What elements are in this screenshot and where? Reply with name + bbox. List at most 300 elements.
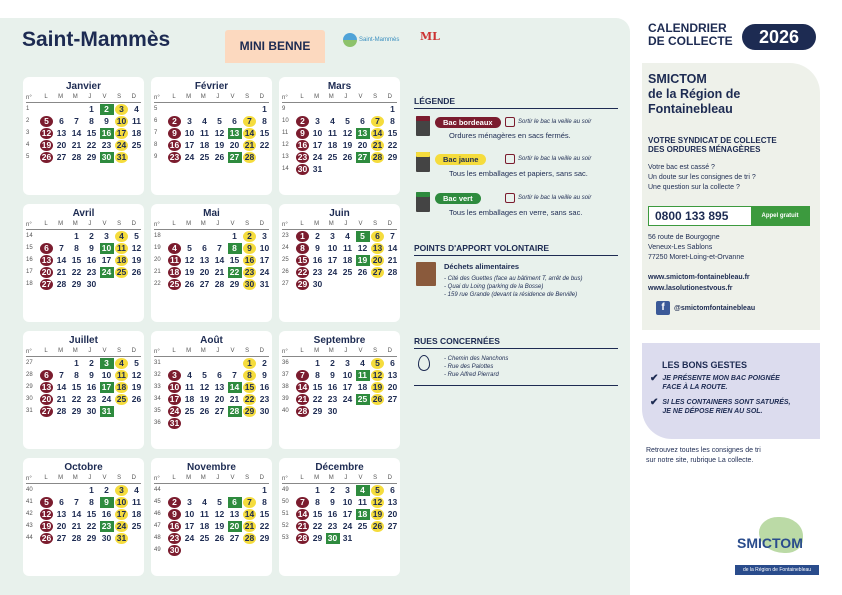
day-cell: 13	[41, 381, 52, 392]
weekday-label: D	[131, 475, 136, 481]
day-cell	[197, 104, 212, 115]
day-cell: 29	[86, 532, 97, 543]
day-cell: 17	[342, 381, 353, 392]
day-cell	[129, 279, 144, 290]
geste-item	[650, 374, 780, 392]
day-cell: 19	[41, 139, 52, 150]
day-cell: 10	[184, 508, 195, 519]
bin-bordeaux-icon	[416, 116, 430, 136]
week-number: 4	[26, 142, 30, 148]
day-cell: 22	[71, 266, 82, 277]
day-cell: 6	[390, 357, 395, 368]
day-cell: 23	[259, 393, 270, 404]
day-cell	[39, 104, 54, 115]
weekday-label: V	[102, 348, 107, 354]
weekday-label: L	[300, 348, 304, 354]
day-cell	[370, 104, 385, 115]
day-cell: 19	[199, 393, 210, 404]
week-number: 23	[282, 233, 289, 239]
day-cell	[370, 164, 385, 175]
apport-title: POINTS D'APPORT VOLONTAIRE	[414, 243, 550, 253]
day-cell: 2	[104, 484, 109, 495]
day-cell: 27	[387, 520, 398, 531]
weekday-label: M	[314, 475, 320, 481]
day-cell: 9	[296, 128, 309, 139]
weekday-label: J	[88, 221, 92, 227]
month-name: Mai	[203, 208, 220, 219]
town-logo-icon	[343, 33, 357, 47]
week-number: 29	[26, 384, 33, 390]
question-line: Un doute sur les consignes de tri ?	[648, 174, 756, 181]
weekday-label: n°	[26, 221, 32, 228]
week-number: 41	[26, 499, 33, 505]
week-number: 20	[154, 257, 161, 263]
day-cell: 28	[387, 266, 398, 277]
day-cell: 23	[244, 266, 255, 277]
facebook-link[interactable]	[656, 301, 755, 315]
day-cell: 12	[41, 508, 52, 519]
day-cell: 31	[342, 532, 353, 543]
day-cell: 21	[214, 266, 225, 277]
day-cell: 24	[184, 532, 195, 543]
day-cell	[197, 485, 212, 496]
note-jaune: Sortir le bac la veille au soir	[518, 156, 592, 162]
day-cell	[182, 231, 197, 242]
weekday-label: D	[387, 475, 392, 481]
apport-place: - Quai du Loing (parking de la Bosse)	[444, 284, 544, 290]
day-cell: 27	[41, 405, 52, 416]
weekday-label: M	[186, 475, 192, 481]
day-cell: 25	[327, 151, 338, 162]
day-cell: 21	[297, 393, 308, 404]
geste-line: JE NE DÉPOSE RIEN AU SOL.	[662, 408, 763, 415]
day-cell	[227, 104, 242, 115]
day-cell: 9	[89, 242, 94, 253]
address	[648, 233, 744, 263]
day-cell: 21	[372, 139, 383, 150]
day-cell: 19	[131, 254, 142, 265]
week-number: 37	[282, 372, 289, 378]
day-cell	[325, 279, 340, 290]
day-cell: 26	[372, 393, 383, 404]
weekday-label: M	[200, 475, 206, 481]
day-cell: 2	[100, 104, 114, 115]
day-cell: 22	[228, 267, 242, 278]
apport-list	[444, 275, 583, 299]
day-cell: 18	[131, 127, 142, 138]
day-cell	[54, 358, 69, 369]
weekday-label: D	[387, 348, 392, 354]
weekday-label: M	[328, 348, 334, 354]
week-row	[279, 278, 400, 290]
year-badge: 2026	[742, 24, 816, 50]
apport-subtitle: Déchets alimentaires	[444, 262, 520, 271]
day-cell: 14	[372, 127, 383, 138]
day-cell: 12	[357, 242, 368, 253]
day-cell: 13	[387, 369, 398, 380]
day-cell	[385, 406, 400, 417]
day-cell	[197, 418, 212, 429]
day-cell: 25	[342, 266, 353, 277]
weekday-label: V	[102, 94, 107, 100]
day-cell: 22	[259, 520, 270, 531]
day-cell: 22	[86, 520, 97, 531]
week-row	[23, 230, 144, 242]
day-cell: 16	[297, 139, 308, 150]
day-cell: 2	[89, 357, 94, 368]
day-cell: 27	[199, 278, 210, 289]
day-cell: 22	[86, 139, 97, 150]
weekday-label: S	[373, 348, 378, 354]
week-number: 5	[154, 106, 158, 112]
day-cell: 7	[371, 116, 384, 127]
day-cell: 31	[116, 151, 127, 162]
day-cell: 20	[372, 254, 383, 265]
weekday-label: M	[72, 475, 78, 481]
phone-number[interactable]: 0800 133 895	[655, 209, 729, 223]
weekday-header	[282, 474, 397, 484]
day-cell: 2	[89, 230, 94, 241]
day-cell: 27	[41, 278, 52, 289]
day-cell: 30	[86, 405, 97, 416]
weekday-label: J	[216, 348, 220, 354]
month-2	[151, 77, 272, 195]
day-cell	[295, 485, 310, 496]
day-cell: 8	[315, 369, 320, 380]
day-cell: 18	[169, 266, 180, 277]
week-number: 18	[26, 281, 33, 287]
week-row	[23, 278, 144, 290]
weekday-label: L	[172, 348, 176, 354]
weekday-label: D	[131, 221, 136, 227]
week-row	[151, 266, 272, 278]
weekday-label: D	[259, 221, 264, 227]
day-cell: 7	[217, 242, 222, 253]
day-cell: 13	[56, 127, 67, 138]
day-cell: 4	[168, 243, 181, 254]
day-cell: 9	[330, 496, 335, 507]
day-cell: 12	[184, 254, 195, 265]
week-row	[279, 115, 400, 127]
day-cell: 28	[244, 532, 255, 543]
weekday-header	[282, 220, 397, 230]
week-number: 40	[282, 408, 289, 414]
day-cell: 6	[360, 115, 365, 126]
day-cell: 5	[217, 496, 222, 507]
weekday-label: n°	[282, 475, 288, 482]
weekday-label: D	[131, 94, 136, 100]
day-cell	[167, 358, 182, 369]
question-line: Votre bac est cassé ?	[648, 164, 715, 171]
week-row	[23, 266, 144, 278]
week-row	[23, 103, 144, 115]
day-cell: 16	[169, 520, 180, 531]
week-number: 32	[154, 372, 161, 378]
day-cell: 16	[259, 381, 270, 392]
calendar-icon	[505, 117, 515, 127]
day-cell: 5	[356, 231, 370, 242]
day-cell: 6	[217, 369, 222, 380]
week-row	[23, 508, 144, 520]
month-name: Novembre	[187, 462, 236, 473]
facebook-icon: f	[656, 301, 670, 315]
day-cell: 14	[56, 381, 67, 392]
retrouvez-line: Retrouvez toutes les consignes de tri	[646, 447, 761, 454]
day-cell: 8	[89, 496, 94, 507]
day-cell: 30	[259, 405, 270, 416]
day-cell	[54, 485, 69, 496]
week-number: 15	[26, 245, 33, 251]
day-cell: 13	[41, 254, 52, 265]
day-cell: 17	[100, 382, 114, 393]
week-number: 33	[154, 384, 161, 390]
calendar-icon	[505, 154, 515, 164]
day-cell: 26	[214, 532, 225, 543]
day-cell: 23	[86, 266, 97, 277]
day-cell: 29	[244, 405, 255, 416]
day-cell	[39, 231, 54, 242]
week-row	[23, 139, 144, 151]
day-cell: 24	[116, 520, 127, 531]
month-name: Août	[200, 335, 223, 346]
address-line: Veneux-Les Sablons	[648, 244, 713, 251]
weekday-header	[154, 220, 269, 230]
facebook-handle[interactable]: @smictomfontainebleau	[674, 304, 756, 312]
service-badge: MINI BENNE	[225, 30, 325, 63]
day-cell: 18	[357, 381, 368, 392]
weekday-label: n°	[282, 94, 288, 101]
day-cell: 14	[297, 381, 308, 392]
smictom-logo-name: SMICTOM	[737, 535, 803, 551]
day-cell: 5	[134, 230, 139, 241]
day-cell: 12	[214, 127, 225, 138]
day-cell: 8	[315, 496, 320, 507]
day-cell: 13	[372, 242, 383, 253]
day-cell: 29	[312, 532, 323, 543]
week-row	[279, 139, 400, 151]
weekday-label: M	[58, 94, 64, 100]
day-cell: 26	[357, 266, 368, 277]
day-cell: 21	[56, 266, 67, 277]
note-vert: Sortir le bac la veille au soir	[518, 195, 592, 201]
day-cell	[167, 485, 182, 496]
month-6	[279, 204, 400, 322]
day-cell: 4	[115, 231, 128, 242]
day-cell: 5	[40, 497, 53, 508]
week-number: 14	[26, 233, 33, 239]
day-cell	[39, 358, 54, 369]
desc-jaune: Tous les emballages et papiers, sans sac.	[449, 169, 588, 178]
week-number: 26	[282, 269, 289, 275]
day-cell: 12	[372, 496, 383, 507]
day-cell: 21	[71, 139, 82, 150]
week-number: 51	[282, 511, 289, 517]
day-cell: 19	[131, 381, 142, 392]
day-cell: 2	[315, 230, 320, 241]
month-5	[151, 204, 272, 322]
day-cell: 11	[356, 370, 370, 381]
day-cell: 11	[117, 242, 126, 253]
weekday-label: J	[88, 94, 92, 100]
week-row	[279, 520, 400, 532]
check-icon: ✔	[650, 373, 659, 384]
day-cell: 30	[297, 163, 308, 174]
day-cell: 7	[243, 497, 256, 508]
week-number: 12	[282, 142, 289, 148]
weekday-label: M	[72, 348, 78, 354]
weekday-label: n°	[154, 348, 160, 355]
day-cell: 25	[116, 266, 127, 277]
weekday-label: n°	[154, 94, 160, 101]
day-cell: 5	[202, 369, 207, 380]
weekday-header	[282, 93, 397, 103]
day-cell: 15	[71, 254, 82, 265]
week-row	[151, 381, 272, 393]
weekday-label: V	[358, 94, 363, 100]
weekday-label: M	[328, 475, 334, 481]
day-cell: 18	[342, 254, 353, 265]
weekday-label: S	[373, 221, 378, 227]
desc-bordeaux: Ordures ménagères en sacs fermés.	[449, 131, 571, 140]
day-cell: 25	[199, 532, 210, 543]
day-cell: 21	[244, 139, 255, 150]
day-cell: 22	[297, 266, 308, 277]
day-cell: 12	[342, 127, 353, 138]
day-cell: 23	[327, 520, 338, 531]
day-cell: 3	[100, 358, 114, 369]
day-cell	[355, 533, 370, 544]
day-cell: 1	[243, 358, 256, 369]
day-cell: 20	[387, 508, 398, 519]
day-cell: 7	[243, 116, 256, 127]
day-cell: 7	[74, 496, 79, 507]
day-cell: 28	[372, 151, 383, 162]
week-row	[151, 278, 272, 290]
moret-logo	[420, 30, 454, 52]
day-cell: 24	[327, 266, 338, 277]
website-link[interactable]: www.lasolutionestvous.fr	[648, 285, 733, 292]
weekday-header	[26, 220, 141, 230]
day-cell: 14	[244, 127, 255, 138]
week-row	[151, 151, 272, 163]
day-cell	[355, 279, 370, 290]
day-cell: 19	[214, 520, 225, 531]
calendar-title	[648, 22, 733, 48]
day-cell: 6	[228, 497, 242, 508]
day-cell: 17	[312, 139, 323, 150]
day-cell	[370, 533, 385, 544]
weekday-label: V	[102, 475, 107, 481]
day-cell: 4	[187, 369, 192, 380]
week-number: 36	[282, 360, 289, 366]
day-cell: 11	[328, 127, 337, 138]
weekday-label: J	[344, 94, 348, 100]
day-cell	[257, 545, 272, 556]
day-cell: 17	[116, 127, 127, 138]
day-cell: 27	[214, 405, 225, 416]
org-line: Fontainebleau	[648, 102, 733, 116]
day-cell: 26	[342, 151, 353, 162]
week-number: 22	[154, 281, 161, 287]
day-cell: 31	[169, 417, 180, 428]
day-cell	[197, 231, 212, 242]
day-cell: 23	[169, 151, 180, 162]
geste-line: FACE À LA ROUTE.	[662, 384, 728, 391]
day-cell: 17	[184, 520, 195, 531]
day-cell	[114, 279, 129, 290]
geste-line: JE PRÉSENTE MON BAC POIGNÉE	[662, 375, 780, 382]
day-cell: 8	[296, 243, 309, 254]
tag-jaune: Bac jaune	[435, 154, 486, 165]
month-name: Décembre	[315, 462, 364, 473]
week-number: 16	[26, 257, 33, 263]
week-number: 11	[282, 130, 289, 136]
week-number: 14	[282, 166, 289, 172]
week-row	[23, 369, 144, 381]
day-cell	[370, 279, 385, 290]
day-cell: 26	[199, 405, 210, 416]
day-cell	[212, 485, 227, 496]
day-cell: 28	[71, 151, 82, 162]
day-cell: 6	[390, 484, 395, 495]
day-cell	[340, 406, 355, 417]
week-row	[151, 242, 272, 254]
phone-box[interactable]	[648, 206, 810, 226]
day-cell: 12	[131, 369, 142, 380]
weekday-label: M	[186, 221, 192, 227]
day-cell: 27	[56, 151, 67, 162]
day-cell: 15	[259, 127, 270, 138]
day-cell: 25	[356, 394, 370, 405]
day-cell	[197, 545, 212, 556]
day-cell: 24	[184, 151, 195, 162]
day-cell: 18	[199, 520, 210, 531]
weekday-label: M	[314, 94, 320, 100]
day-cell: 15	[244, 381, 255, 392]
day-cell: 28	[228, 406, 242, 417]
day-cell: 20	[387, 381, 398, 392]
weekday-label: L	[172, 475, 176, 481]
weekday-label: S	[245, 94, 250, 100]
day-cell: 2	[296, 116, 309, 127]
day-cell	[54, 104, 69, 115]
week-row	[23, 357, 144, 369]
weekday-label: M	[58, 475, 64, 481]
month-3	[279, 77, 400, 195]
day-cell: 15	[86, 508, 97, 519]
day-cell: 16	[86, 254, 97, 265]
day-cell: 9	[168, 128, 181, 139]
day-cell: 11	[200, 508, 209, 519]
week-number: 36	[154, 420, 161, 426]
day-cell: 17	[327, 254, 338, 265]
week-number: 10	[282, 118, 289, 124]
bin-vert-icon	[416, 192, 430, 212]
apport-place: - 159 rue Grande (devant la résidence de Berville)	[444, 292, 578, 298]
day-cell: 8	[243, 370, 256, 381]
week-row	[279, 242, 400, 254]
compost-bin-icon	[416, 262, 436, 286]
week-row	[279, 484, 400, 496]
day-cell: 5	[345, 115, 350, 126]
free-call-label: Appel gratuit	[751, 207, 809, 225]
month-9	[279, 331, 400, 449]
website-link[interactable]: www.smictom-fontainebleau.fr	[648, 274, 750, 281]
day-cell: 22	[312, 393, 323, 404]
day-cell	[370, 406, 385, 417]
day-cell: 13	[356, 128, 370, 139]
week-number: 39	[282, 396, 289, 402]
